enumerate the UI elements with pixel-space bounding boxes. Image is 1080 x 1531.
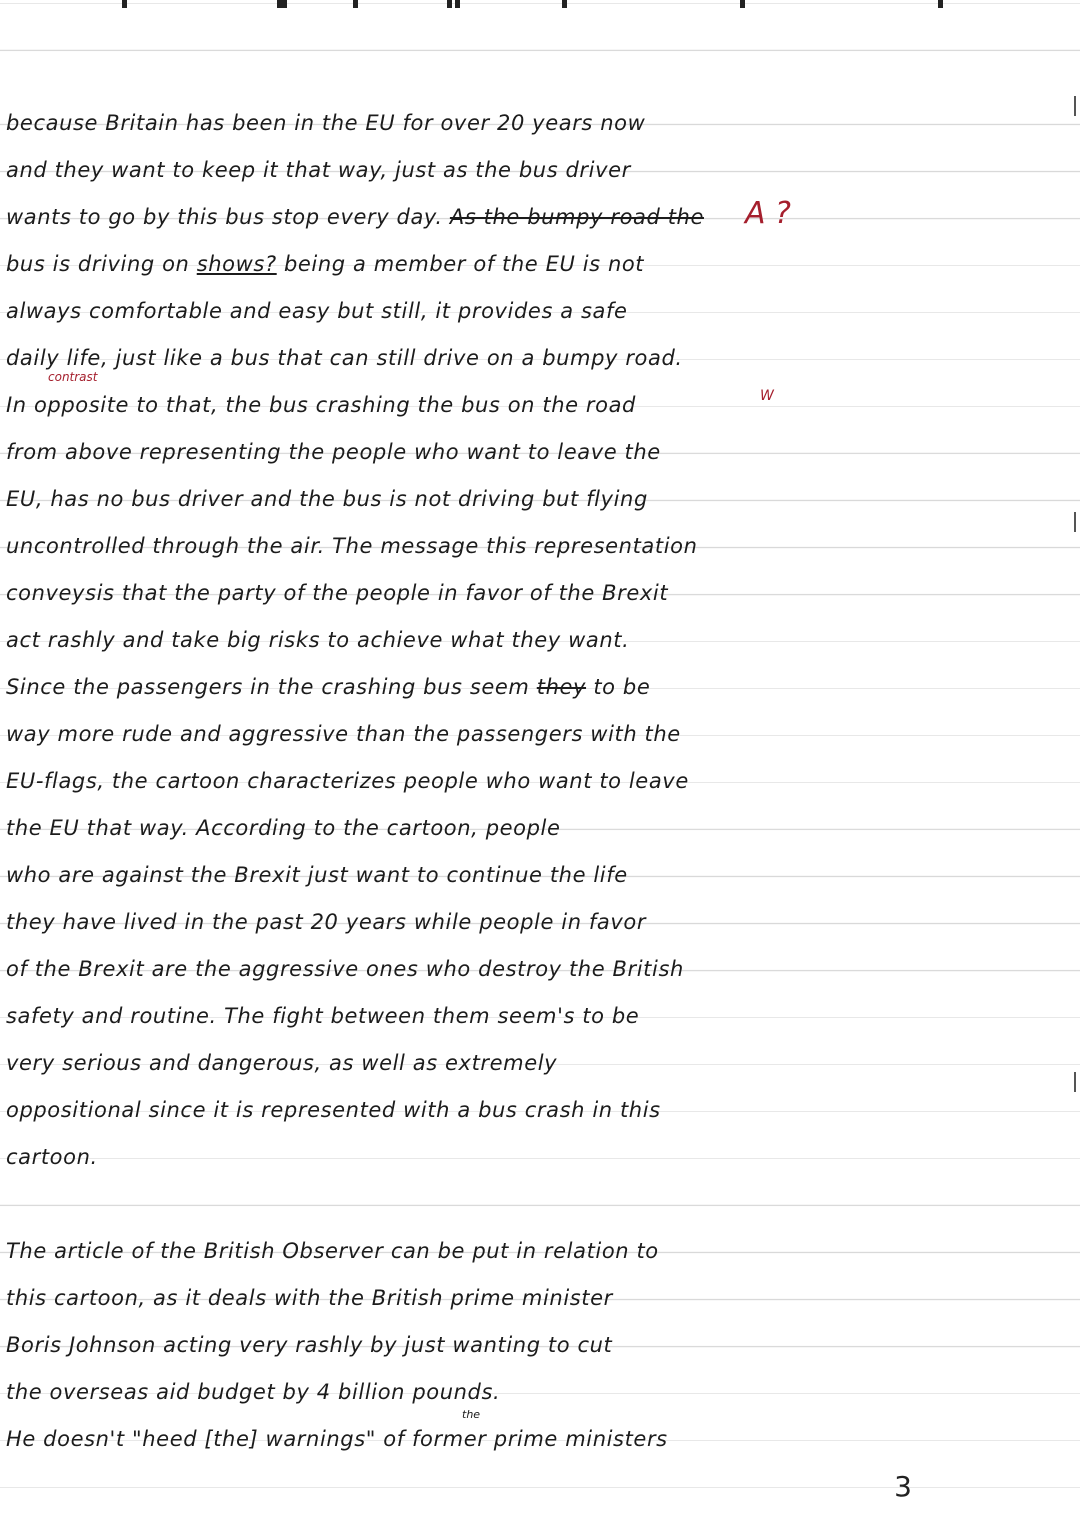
text-line: daily life, just like a bus that can still drive on a bumpy road. — [6, 346, 683, 370]
text-line: EU-flags, the cartoon characterizes people who want to leave — [6, 769, 689, 793]
text-line: the overseas aid budget by 4 billion pounds. — [6, 1380, 501, 1404]
text-line: the EU that way. According to the cartoon, people — [6, 816, 561, 840]
text-line: conveysis that the party of the people in favor of the Brexit — [6, 581, 669, 605]
page-number: 3 — [894, 1470, 912, 1503]
paragraph-gap — [6, 1181, 746, 1228]
struck-text: they — [536, 675, 587, 699]
text-line: bus is driving on shows? being a member of the EU is not — [6, 252, 645, 276]
margin-annotation-w: W — [760, 388, 774, 404]
text-line: safety and routine. The fight between them seem's to be — [6, 1004, 640, 1028]
text-line: of the Brexit are the aggressive ones who destroy the British — [6, 957, 684, 981]
text-line: The article of the British Observer can be put in relation to — [6, 1239, 659, 1263]
text-line: who are against the Brexit just want to continue the life — [6, 863, 628, 887]
correction-shows: shows? — [196, 252, 277, 276]
text-line: this cartoon, as it deals with the British prime minister — [6, 1286, 613, 1310]
text-line: cartoon. — [6, 1145, 98, 1169]
margin-tick — [1074, 1072, 1076, 1092]
text-line: way more rude and aggressive than the passengers with the — [6, 722, 681, 746]
text-line: wants to go by this bus stop every day. As the bumpy road the — [6, 205, 704, 229]
text-line: He doesn't "heed [the] warnings" of former prime ministers — [6, 1427, 668, 1451]
correction-the: the — [462, 1408, 481, 1421]
text-line: they have lived in the past 20 years while people in favor — [6, 910, 647, 934]
margin-tick — [1074, 512, 1076, 532]
text-line: always comfortable and easy but still, it provides a safe — [6, 299, 628, 323]
text-line: Boris Johnson acting very rashly by just wanting to cut — [6, 1333, 613, 1357]
text-line: In opposite to that, the bus crashing the bus on the road — [6, 393, 636, 417]
text-line: from above representing the people who want to leave the — [6, 440, 661, 464]
margin-annotation-a: A ? — [745, 196, 791, 231]
text-line: because Britain has been in the EU for over 20 years now — [6, 111, 646, 135]
correction-contrast: contrast — [48, 370, 98, 384]
margin-tick — [1074, 96, 1076, 116]
text-line: oppositional since it is represented with a bus crash in this — [6, 1098, 661, 1122]
handwritten-text — [6, 100, 746, 1463]
top-binding-marks — [0, 0, 1080, 10]
text-line: act rashly and take big risks to achieve what they want. — [6, 628, 630, 652]
text-line: and they want to keep it that way, just as the bus driver — [6, 158, 631, 182]
struck-text: As the bumpy road the — [449, 205, 704, 229]
text-line: EU, has no bus driver and the bus is not driving but flying — [6, 487, 648, 511]
text-line: uncontrolled through the air. The message this representation — [6, 534, 698, 558]
text-line: Since the passengers in the crashing bus seem they to be — [6, 675, 651, 699]
text-line: very serious and dangerous, as well as extremely — [6, 1051, 558, 1075]
